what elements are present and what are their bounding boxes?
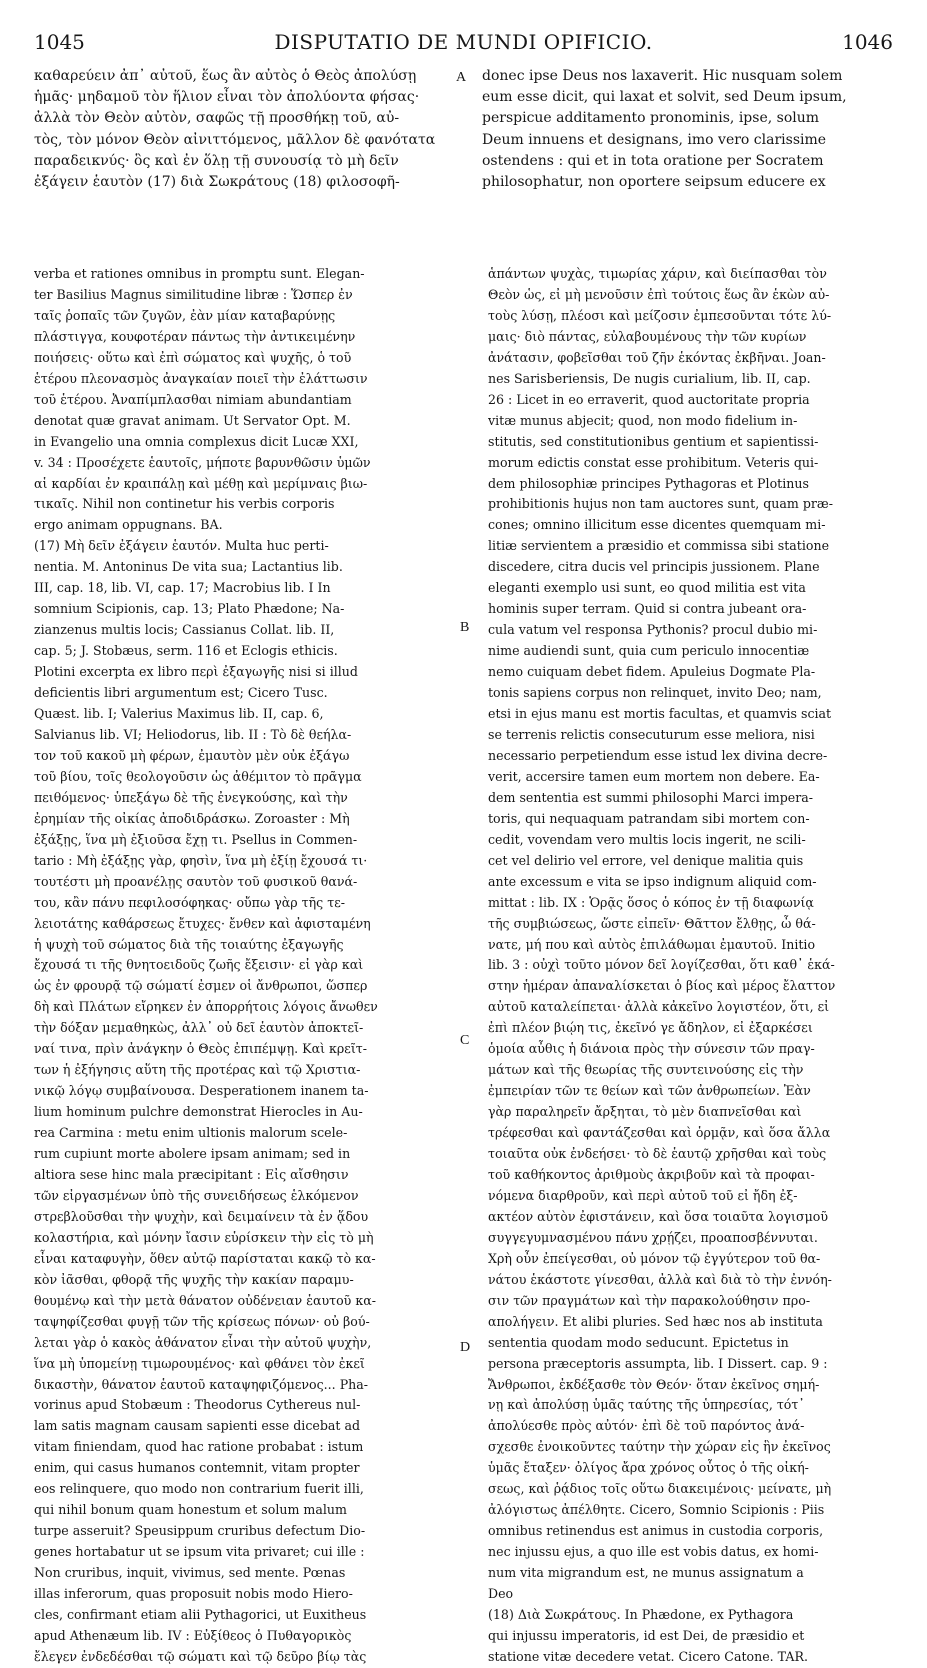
note-right-line: necessario perpetiendum esse istud lex divina decre- xyxy=(488,747,828,763)
note-left-line: των ἡ ἐξήγησις αὕτη τῆς προτέρας καὶ τῷ Χριστια- xyxy=(34,1062,361,1078)
note-right-line: μάτων καὶ τῆς θεωρίας τῆς συντεινούσης εἰς τὴν xyxy=(488,1062,804,1078)
note-left-line: ἔχουσά τι τῆς θνητοειδοῦς ζωῆς ἔξεισιν· εἰ γὰρ καὶ xyxy=(34,957,364,973)
note-left-line: ἐρημίαν τῆς οἰκίας ἀποδιδράσκω. Zoroaster : Μὴ xyxy=(34,810,350,826)
note-right-line: vitæ munus abjecit; quod, non modo fidelium in- xyxy=(488,412,798,428)
latin-text-line: Deum innuens et designans, imo vero clarissime xyxy=(482,131,827,148)
note-right-line: σιν τῶν πραγμάτων καὶ τὴν παρακολούθησιν προ- xyxy=(488,1292,811,1308)
note-left-line: ἐξάξῃς, ἵνα μὴ ἐξιοῦσα ἔχῃ τι. Psellus in Commen- xyxy=(34,831,358,847)
note-right-line: τοὺς λύσῃ, πλέοσι καὶ μείζοσιν ἐμπεσοῦνται τότε λύ- xyxy=(488,307,832,323)
note-right-line: toris, qui nequaquam patrandam sibi mortem con- xyxy=(488,810,810,826)
note-left-line: ἡ ψυχὴ τοῦ σώματος διὰ τῆς τοιαύτης ἐξαγωγῆς xyxy=(34,936,344,952)
note-right-line: ἐμπειρίαν τῶν τε θείων καὶ τῶν ἀνθρωπείων. Ἐὰν xyxy=(488,1083,811,1099)
note-right-line: σχεσθε ἐνοικοῦντες ταύτην τὴν χώραν εἰς ἣν ἐκεῖνος xyxy=(488,1439,831,1455)
note-right-line: Χρὴ οὖν ἐπείγεσθαι, οὐ μόνον τῷ ἐγγύτερον τοῦ θα- xyxy=(488,1250,821,1266)
note-right-line: τοιαῦτα οὐκ ἐνδεήσει· τὸ δὲ ἑαυτῷ χρῆσθαι καὶ τοὺς xyxy=(488,1146,827,1162)
note-left-line: του, κἂν πάνυ πεφιλοσόφηκας· οὔπω γὰρ τῆς τε- xyxy=(34,894,345,910)
note-left-line: λεται γὰρ ὁ κακὸς ἀθάνατον εἶναι τὴν αὐτοῦ ψυχὴν, xyxy=(34,1334,372,1350)
note-right-line: tonis sapiens corpus non relinquet, invito Deo; nam, xyxy=(488,685,822,701)
note-right-line: 26 : Licet in eo erraverit, quod auctoritate propria xyxy=(488,391,810,407)
note-left-line: δὴ καὶ Πλάτων εἴρηκεν ἐν ἀπορρήτοις λόγοις ἄνωθεν xyxy=(34,999,378,1015)
note-right-line: cula vatum vel responsa Pythonis? procul dubio mi- xyxy=(488,622,818,638)
note-right-line: ὑμᾶς ἔταξεν· ὀλίγος ἄρα χρόνος οὗτος ὁ τῆς οἰκή- xyxy=(488,1460,809,1476)
note-right-line: lib. 3 : οὐχὶ τοῦτο μόνον δεῖ λογίζεσθαι, ὅτι καθ᾽ ἑκά- xyxy=(488,957,835,973)
note-right-line: Ἄνθρωποι, ἐκδέξασθε τὸν Θεόν· ὅταν ἐκεῖνος σημή- xyxy=(488,1376,820,1392)
note-left-line: eos relinquere, quo modo non contrarium fuerit illi, xyxy=(34,1481,364,1497)
note-left-line: tario : Μὴ ἐξάξῃς γὰρ, φησὶν, ἵνα μὴ ἐξίῃ ἔχουσά τι· xyxy=(34,852,368,868)
page-number-right: 1046 xyxy=(842,30,893,54)
note-left-line: θουμένῳ καὶ τὴν μετὰ θάνατον οὐδένειαν ἑαυτοῦ κα- xyxy=(34,1292,376,1308)
note-left-line: somnium Scipionis, cap. 13; Plato Phædone; Na- xyxy=(34,601,345,617)
note-right-line: νάτου ἑκάστοτε γίνεσθαι, ἀλλὰ καὶ διὰ τὸ τὴν ἐννόη- xyxy=(488,1271,832,1287)
note-right-line: prohibitionis hujus non tam auctores sunt, quam præ- xyxy=(488,496,833,512)
note-left-line: πλάστιγγα, κουφοτέραν πάντως τὴν ἀντικειμένην xyxy=(34,328,356,344)
note-right-line: hominis super terram. Quid si contra jubeant ora- xyxy=(488,601,807,617)
note-right-line: nime audiendi sunt, quia cum periculo innocentiæ xyxy=(488,643,810,659)
note-left-line: ἵνα μὴ ὑπομείνῃ τιμωρουμένος· καὶ φθάνει τὸν ἐκεῖ xyxy=(34,1355,365,1371)
note-left-line: (17) Μὴ δεῖν ἐξάγειν ἑαυτόν. Multa huc perti- xyxy=(34,538,329,554)
main-text-greek-column xyxy=(34,66,448,193)
latin-text-line: philosophatur, non oportere seipsum educere ex xyxy=(482,174,826,191)
note-right-line: num vita migrandum est, ne munus assignatum a xyxy=(488,1565,804,1581)
note-right-line: discedere, citra ducis vel principis jussionem. Plane xyxy=(488,559,820,575)
margin-letter-d: D xyxy=(460,1340,471,1355)
note-left-line: deficientis libri argumentum est; Cicero Tusc. xyxy=(34,685,328,701)
greek-text-line: ἐξάγειν ἑαυτὸν (17) διὰ Σωκράτους (18) φιλοσοφῆ- xyxy=(34,174,400,191)
greek-text-line: ἡμᾶς· μηδαμοῦ τὸν ἥλιον εἶναι τὸν ἀπολύοντα φήσας· xyxy=(34,89,420,106)
running-title: DISPUTATIO DE MUNDI OPIFICIO. xyxy=(274,30,653,54)
note-right-line: cet vel delirio vel errore, vel denique malitia quis xyxy=(488,852,804,868)
note-right-line: τῆς συμβιώσεως, ὥστε εἰπεῖν· Θᾶττον ἔλθῃς, ὦ θά- xyxy=(488,915,816,931)
latin-text-line: ostendens : qui et in tota oratione per Socratem xyxy=(482,152,824,169)
greek-text-line: ἀλλὰ τὸν Θεὸν αὐτὸν, σαφῶς τῇ προσθήκῃ τοῦ, αὐ- xyxy=(34,110,400,127)
notes-column-left xyxy=(34,264,454,1668)
note-right-line: (18) Διὰ Σωκράτους. In Phædone, ex Pythagora xyxy=(488,1607,794,1622)
note-left-line: δικαστὴν, θάνατον ἑαυτοῦ καταψηφιζόμενος... Pha- xyxy=(34,1376,369,1392)
note-left-line: rea Carmina : metu enim ultionis malorum scele- xyxy=(34,1125,348,1141)
note-left-line: ergo animam oppugnans. BA. xyxy=(34,517,223,533)
note-left-line: apud Athenæum lib. IV : Εὐξίθεος ὁ Πυθαγορικὸς xyxy=(34,1627,352,1643)
latin-text-line: perspicue additamento pronominis, ipse, solum xyxy=(482,110,820,127)
note-left-line: κολαστήρια, καὶ μόνην ἴασιν εὑρίσκειν τὴν εἰς τὸ μὴ xyxy=(34,1229,374,1245)
note-left-line: στρεβλοῦσθαι τὴν ψυχὴν, καὶ δειμαίνειν τὰ ἐν ᾅδου xyxy=(34,1208,369,1224)
note-left-line: αἱ καρδίαι ἐν κραιπάλῃ καὶ μέθῃ καὶ μερίμναις βιω- xyxy=(34,475,368,491)
note-left-line: genes hortabatur ut se ipsum vita privaret; cui ille : xyxy=(34,1544,365,1560)
note-left-line: Quæst. lib. I; Valerius Maximus lib. II, cap. 6, xyxy=(34,706,324,722)
note-left-line: τον τοῦ κακοῦ μὴ φέρων, ἐμαυτὸν μὲν οὐκ ἐξάγω xyxy=(34,747,350,763)
note-left-line: ταῖς ῥοπαῖς τῶν ζυγῶν, ἐὰν μίαν καταβαρύνῃς xyxy=(34,307,336,323)
note-right-line: ὁμοία αὖθις ἡ διάνοια πρὸς τὴν σύνεσιν τῶν πραγ- xyxy=(488,1041,815,1057)
note-right-line: verit, accersire tamen eum mortem non debere. Ea- xyxy=(488,768,820,784)
note-right-line: τρέφεσθαι καὶ φαντάζεσθαι καὶ ὁρμᾷν, καὶ ὅσα ἄλλα xyxy=(488,1125,831,1141)
greek-text-line: τὸς, τὸν μόνον Θεὸν αἰνιττόμενος, μᾶλλον δὲ φανότατα xyxy=(34,131,436,148)
note-left-line: nentia. M. Antoninus De vita sua; Lactantius lib. xyxy=(34,559,343,575)
note-left-line: ter Basilius Magnus similitudine libræ : Ὥσπερ ἐν xyxy=(34,286,353,302)
note-left-line: altiora sese hinc mala præcipitant : Εἰς αἴσθησιν xyxy=(34,1166,349,1182)
note-right-line: etsi in ejus manu est mortis facultas, et quamvis sciat xyxy=(488,706,832,722)
greek-text-line: καθαρεύειν ἀπ᾽ αὐτοῦ, ἕως ἂν αὐτὸς ὁ Θεὸς ἀπολύσῃ xyxy=(34,68,417,84)
note-right-line: stitutis, sed constitutionibus gentium et sapientissi- xyxy=(488,433,819,449)
note-left-line: v. 34 : Προσέχετε ἑαυτοῖς, μήποτε βαρυνθῶσιν ὑμῶν xyxy=(34,454,371,470)
note-left-line: III, cap. 18, lib. VI, cap. 17; Macrobius lib. I In xyxy=(34,580,331,596)
note-right-line: στην ἡμέραν ἀπαναλίσκεται ὁ βίος καὶ μέρος ἔλαττον xyxy=(488,978,836,994)
main-text-latin-column xyxy=(482,66,912,193)
note-left-line: πειθόμενος· ὑπεξάγω δὲ τῆς ἐνεγκούσης, καὶ τὴν xyxy=(34,789,348,805)
note-right-line: Θεὸν ὡς, εἰ μὴ μενοῦσιν ἐπὶ τούτοις ἕως ἂν ἑκὼν αὐ- xyxy=(488,286,830,302)
note-left-line: illas inferorum, quas proposuit nobis modo Hiero- xyxy=(34,1586,353,1602)
note-left-line: vorinus apud Stobæum : Theodorus Cythereus nul- xyxy=(34,1397,361,1413)
note-left-line: ποιήσεις· οὕτω καὶ ἐπὶ σώματος καὶ ψυχῆς, ὁ τοῦ xyxy=(34,349,352,365)
note-right-line: nes Sarisberiensis, De nugis curialium, lib. II, cap. xyxy=(488,370,811,386)
note-right-line: litiæ servientem a præsidio et commissa sibi statione xyxy=(488,538,830,554)
margin-letter-a: A xyxy=(456,70,467,85)
note-right-line: συγγεγυμνασμένου πάνυ χρῄζει, προαποσβέννυται. xyxy=(488,1229,818,1245)
note-right-line: se terrenis relictis consecuturum esse meliora, nisi xyxy=(488,726,815,742)
note-right-line: qui injussu imperatoris, id est Dei, de præsidio et xyxy=(488,1627,805,1643)
note-left-line: Non cruribus, inquit, vivimus, sed mente. Pœnas xyxy=(34,1565,346,1581)
note-left-line: lam satis magnam causam sapienti esse dicebat ad xyxy=(34,1418,361,1434)
note-right-line: mittat : lib. IX : Ὁρᾷς ὅσος ὁ κόπος ἐν τῇ διαφωνίᾳ xyxy=(488,894,814,910)
margin-letter-b: B xyxy=(460,620,470,635)
note-right-line: νατε, μή που καὶ αὐτὸς ἐπιλάθωμαι ἐμαυτοῦ. Initio xyxy=(488,936,816,952)
note-left-line: denotat quæ gravat animam. Ut Servator Opt. M. xyxy=(34,412,351,428)
note-left-line: verba et rationes omnibus in promptu sunt. Elegan- xyxy=(34,266,365,281)
note-right-line: dem sententia est summi philosophi Marci impera- xyxy=(488,789,814,805)
note-right-line: persona præceptoris assumpta, lib. I Dissert. cap. 9 : xyxy=(488,1355,828,1371)
note-left-line: ὡς ἐν φρουρᾷ τῷ σώματί ἐσμεν οἱ ἄνθρωποι, ὥσπερ xyxy=(34,978,368,994)
note-right-line: νῃ καὶ ἀπολύσῃ ὑμᾶς ταύτης τῆς ὑπηρεσίας, τότ᾽ xyxy=(488,1397,805,1413)
note-left-line: ἑτέρου πλεονασμὸς ἀναγκαίαν ποιεῖ τὴν ἐλάττωσιν xyxy=(34,370,368,386)
note-right-line: cones; omnino illicitum esse dicentes quemquam mi- xyxy=(488,517,826,533)
note-right-line: dem philosophiæ principes Pythagoras et Plotinus xyxy=(488,475,809,491)
note-left-line: ταψηφίζεσθαι φυγῇ τῶν τῆς κρίσεως πόνων· οὐ βού- xyxy=(34,1313,370,1329)
note-right-line: morum edictis constat esse prohibitum. Veteris qui- xyxy=(488,454,819,470)
note-right-line: τοῦ καθήκοντος ἀριθμοὺς ἀκριβοῦν καὶ τὰ προφαι- xyxy=(488,1166,815,1182)
note-left-line: vitam finiendam, quod hac ratione probabat : istum xyxy=(34,1439,364,1455)
note-right-line: ante excessum e vita se ipso indignum aliquid com- xyxy=(488,873,817,889)
note-left-line: τικαῖς. Nihil non continetur his verbis corporis xyxy=(34,496,335,512)
note-left-line: cles, confirmant etiam alii Pythagorici, ut Euxitheus xyxy=(34,1607,367,1622)
note-left-line: τὴν δόξαν μεμαθηκὼς, ἀλλ᾽ οὐ δεῖ ἑαυτὸν ἀποκτεῖ- xyxy=(34,1020,364,1036)
note-left-line: Plotini excerpta ex libro περὶ ἐξαγωγῆς nisi si illud xyxy=(34,664,358,680)
note-right-line: αὐτοῦ καταλείπεται· ἀλλὰ κἀκεῖνο λογιστέον, ὅτι, εἰ xyxy=(488,999,830,1015)
note-left-line: κὸν ἰᾶσθαι, φθορᾷ τῆς ψυχῆς τὴν κακίαν παραμυ- xyxy=(34,1271,354,1287)
note-right-line: Deo xyxy=(488,1586,514,1602)
note-right-line: ἀλόγιστως ἀπέλθητε. Cicero, Somnio Scipionis : Piis xyxy=(488,1502,825,1518)
greek-text-line: παραδεικνύς· ὃς καὶ ἐν ὅλῃ τῇ συνουσίᾳ τὸ μὴ δεῖν xyxy=(34,152,399,169)
note-left-line: Salvianus lib. VI; Heliodorus, lib. II : Τὸ δὲ θεήλα- xyxy=(34,726,352,742)
note-right-line: νόμενα διαρθροῦν, καὶ περὶ αὐτοῦ τοῦ εἰ ἤδη ἐξ- xyxy=(488,1187,798,1203)
note-right-line: απολήγειν. Et alibi pluries. Sed hæc nos ab instituta xyxy=(488,1313,823,1329)
note-left-line: τῶν εἰργασμένων ὑπὸ τῆς συνειδήσεως ἑλκόμενον xyxy=(34,1187,359,1203)
note-left-line: rum cupiunt morte abolere ipsam animam; sed in xyxy=(34,1146,351,1162)
note-left-line: zianzenus multis locis; Cassianus Collat. lib. II, xyxy=(34,622,335,638)
note-left-line: τοῦ ἑτέρου. Ἀναπίμπλασθαι nimiam abundantiam xyxy=(34,391,352,407)
note-left-line: ναί τινα, πρὶν ἀνάγκην ὁ Θεὸς ἐπιπέμψῃ. Καὶ κρεῖτ- xyxy=(34,1041,367,1057)
note-left-line: turpe asseruit? Speusippum cruribus defectum Dio- xyxy=(34,1523,366,1539)
note-left-line: νικῷ λόγῳ συμβαίνουσα. Desperationem inanem ta- xyxy=(34,1083,369,1099)
note-right-line: nemo cuiquam debet fidem. Apuleius Dogmate Pla- xyxy=(488,664,816,680)
latin-text-line: donec ipse Deus nos laxaverit. Hic nusquam solem xyxy=(482,68,843,84)
note-left-line: λειοτάτης καθάρσεως ἔτυχες· ἔνθεν καὶ ἀφισταμένη xyxy=(34,915,371,931)
note-left-line: τοῦ βίου, τοῖς θεολογοῦσιν ὡς ἀθέμιτον τὸ πρᾶγμα xyxy=(34,768,362,784)
notes-column-right xyxy=(488,264,894,1668)
latin-text-line: eum esse dicit, qui laxat et solvit, sed Deum ipsum, xyxy=(482,89,847,106)
note-right-line: ακτέον αὐτὸν ἐφιστάνειν, καὶ ὅσα τοιαῦτα λογισμοῦ xyxy=(488,1208,829,1224)
note-left-line: cap. 5; J. Stobæus, serm. 116 et Eclogis ethicis. xyxy=(34,643,338,659)
note-right-line: eleganti exemplo usi sunt, eo quod militia est vita xyxy=(488,580,806,596)
note-right-line: σεως, καὶ ῥᾴδιος τοῖς οὕτω διακειμένοις· μείνατε, μὴ xyxy=(488,1481,832,1497)
note-right-line: sententia quodam modo seducunt. Epictetus in xyxy=(488,1334,789,1350)
note-left-line: ἔλεγεν ἐνδεδέσθαι τῷ σώματι καὶ τῷ δεῦρο βίῳ τὰς xyxy=(34,1648,367,1664)
note-right-line: ἐπὶ πλέον βιῴη τις, ἐκεῖνό γε ἄδηλον, εἰ ἐξαρκέσει xyxy=(488,1020,813,1036)
note-right-line: ἁπάντων ψυχὰς, τιμωρίας χάριν, καὶ διείπασθαι τὸν xyxy=(488,266,827,281)
note-right-line: ἀπολύεσθε πρὸς αὐτόν· ἐπὶ δὲ τοῦ παρόντος ἀνά- xyxy=(488,1418,805,1434)
note-right-line: omnibus retinendus est animus in custodia corporis, xyxy=(488,1523,824,1539)
note-left-line: εἶναι καταφυγὴν, ὅθεν αὐτῷ παρίσταται κακῷ τὸ κα- xyxy=(34,1250,376,1266)
note-right-line: nec injussu ejus, a quo ille est vobis datus, ex homi- xyxy=(488,1544,819,1560)
note-left-line: in Evangelio una omnia complexus dicit Lucæ XXI, xyxy=(34,433,359,449)
note-left-line: qui nihil bonum quam honestum et solum malum xyxy=(34,1502,347,1518)
note-right-line: μαις· διὸ πάντας, εὐλαβουμένους τὴν τῶν κυρίων xyxy=(488,328,807,344)
note-right-line: γὰρ παραληρεῖν ἄρξηται, τὸ μὲν διαπνεῖσθαι καὶ xyxy=(488,1104,802,1120)
note-left-line: τουτέστι μὴ προανέλῃς σαυτὸν τοῦ φυσικοῦ θανά- xyxy=(34,873,358,889)
running-header xyxy=(34,30,893,60)
note-left-line: enim, qui casus humanos contemnit, vitam propter xyxy=(34,1460,360,1476)
note-right-line: statione vitæ decedere vetat. Cicero Catone. TAR. xyxy=(488,1648,808,1664)
note-left-line: lium hominum pulchre demonstrat Hierocles in Au- xyxy=(34,1104,363,1120)
margin-letter-c: C xyxy=(460,1033,470,1048)
note-right-line: ἀνάτασιν, φοβεῖσθαι τοῦ ζῆν ἑκόντας ἐκβῆναι. Joan- xyxy=(488,349,826,365)
note-right-line: cedit, vovendam vero multis locis ingerit, ne scili- xyxy=(488,831,806,847)
page-number-left: 1045 xyxy=(34,30,85,54)
